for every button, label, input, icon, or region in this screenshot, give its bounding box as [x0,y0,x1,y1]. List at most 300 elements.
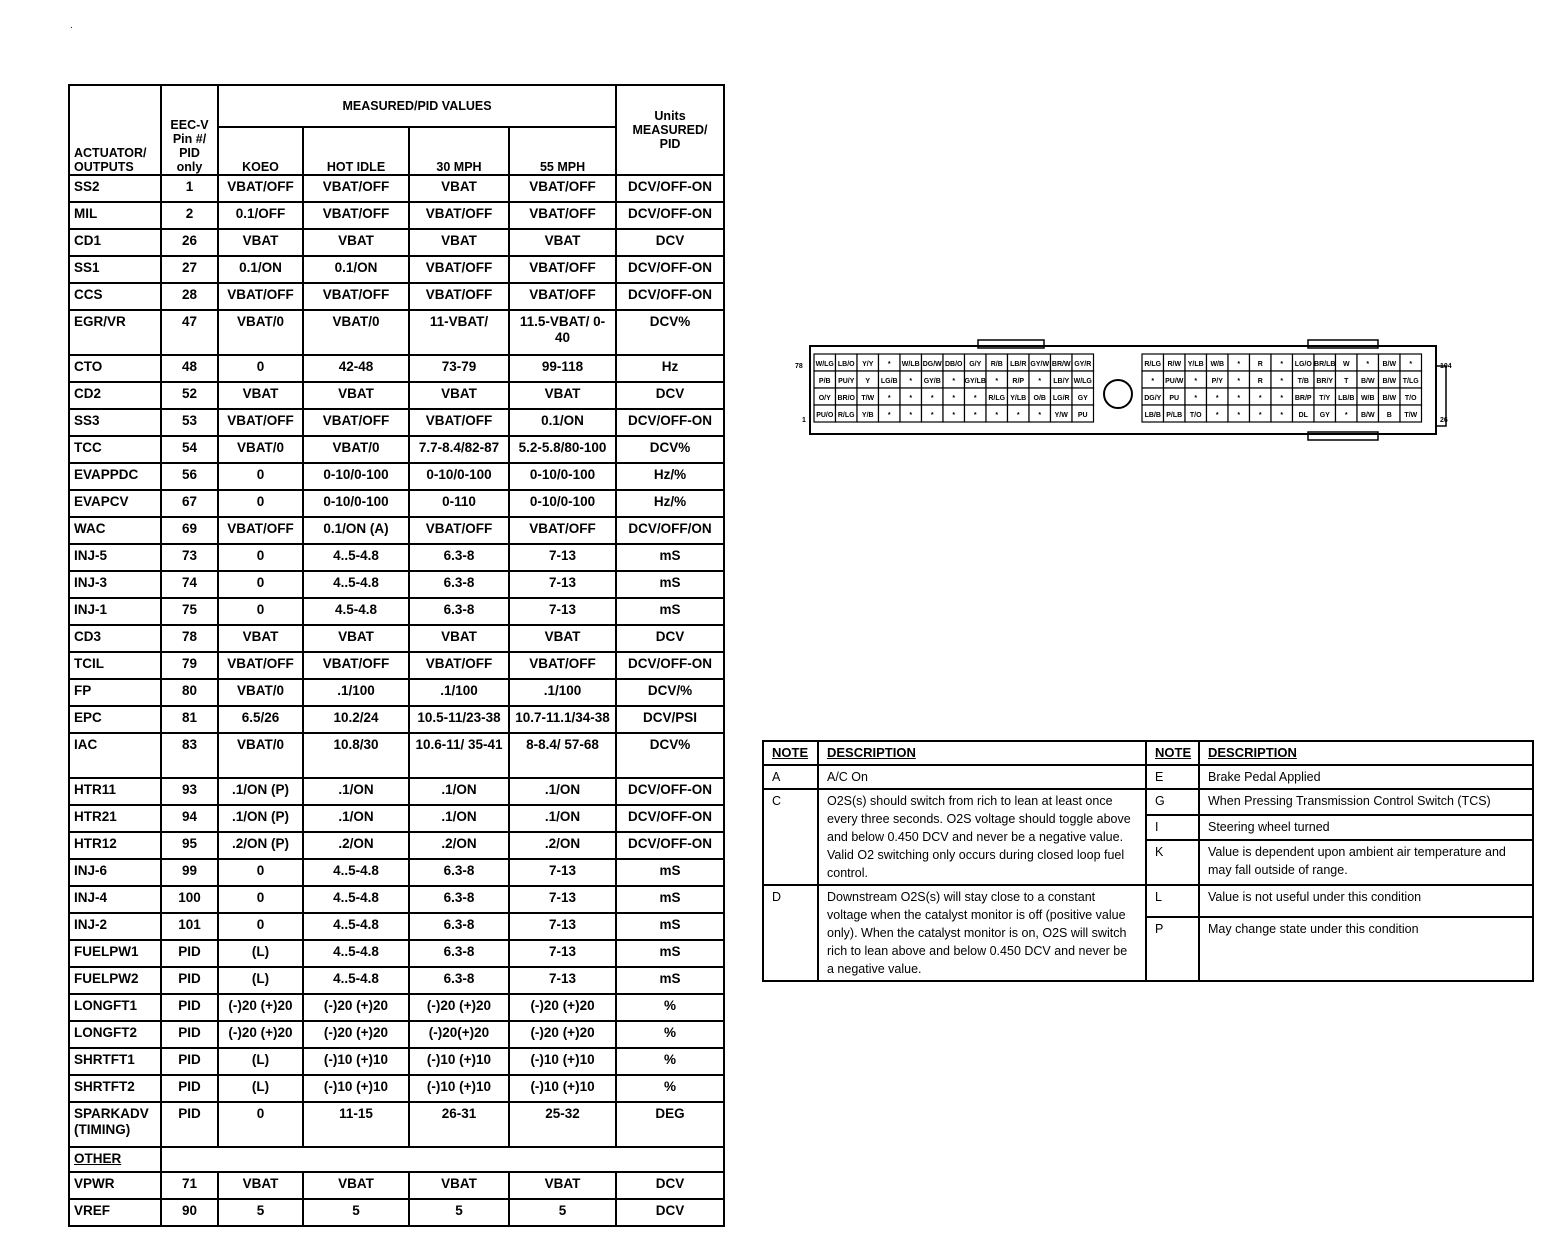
cell-actuator: SS3 [69,409,161,436]
table-row [69,913,724,940]
connector-pin-label: * [1038,378,1042,385]
cell-actuator: HTR12 [69,832,161,859]
cell-hot-idle: 42-48 [303,355,409,382]
cell-pin: 99 [161,859,218,886]
connector-pin-label: * [1280,361,1284,368]
connector-pin-label: * [1258,395,1262,402]
table-row [69,1021,724,1048]
note-code: K [1146,840,1199,885]
note-code: D [763,885,818,981]
connector-pin-label: PU [1077,412,1088,419]
cell-units: DCV/OFF-ON [616,175,724,202]
cell-55mph: (-)10 (+)10 [509,1075,616,1102]
connector-pin-label: * [909,395,913,402]
note-code: G [1146,789,1199,815]
cell-hot-idle: 4..5-4.8 [303,967,409,994]
connector-pin-label: * [1237,412,1241,419]
cell-pin: 101 [161,913,218,940]
cell-actuator: FUELPW1 [69,940,161,967]
cell-pin: 69 [161,517,218,544]
cell-pin: 67 [161,490,218,517]
connector-pin-label: * [1237,395,1241,402]
cell-units: DCV% [616,733,724,778]
connector-pin-label: * [995,412,999,419]
cell-55mph: VBAT/OFF [509,202,616,229]
cell-units: DCV/OFF/ON [616,517,724,544]
cell-55mph: .1/ON [509,778,616,805]
note-description: May change state under this condition [1199,917,1533,981]
cell-koeo: VBAT/OFF [218,175,303,202]
cell-55mph: 10.7-11.1/34-38 [509,706,616,733]
table-row [69,1075,724,1102]
notes-header-desc-right: DESCRIPTION [1199,741,1533,765]
cell-hot-idle: (-)20 (+)20 [303,1021,409,1048]
cell-hot-idle: VBAT [303,229,409,256]
connector-pin-label: * [952,395,956,402]
cell-30mph: 26-31 [409,1102,509,1147]
connector-pin-label: DG/W [922,361,942,368]
table-row [69,571,724,598]
connector-pin-label: R/P [1012,378,1025,385]
connector-pin-label: DL [1298,412,1308,419]
table-row [69,805,724,832]
connector-pin-label: LB/O [837,361,855,368]
cell-55mph: 5 [509,1199,616,1226]
connector-pin-label: LG/B [880,378,898,385]
connector-pin-number: 26 [1440,417,1448,424]
connector-pin-label: R/LG [1144,361,1162,368]
cell-koeo: VBAT/OFF [218,652,303,679]
cell-koeo: VBAT/OFF [218,409,303,436]
table-row [69,598,724,625]
connector-pin-label: Y/B [861,412,874,419]
cell-units: mS [616,571,724,598]
cell-units: DCV/OFF-ON [616,805,724,832]
cell-actuator: LONGFT2 [69,1021,161,1048]
connector-pin-label: BR/Y [1316,378,1334,385]
cell-units: mS [616,886,724,913]
cell-actuator: HTR11 [69,778,161,805]
connector-pin-label: BR/LB [1314,361,1336,368]
connector-pin-label: * [952,412,956,419]
cell-30mph: 6.3-8 [409,859,509,886]
cell-30mph: VBAT/OFF [409,517,509,544]
connector-pin-label: B/W [1382,361,1397,368]
table-row [69,832,724,859]
connector-pin-label: * [973,395,977,402]
header-pin: EEC-V Pin #/ PID only [161,85,218,175]
cell-actuator: HTR21 [69,805,161,832]
cell-hot-idle: VBAT/OFF [303,652,409,679]
cell-30mph: .1/ON [409,778,509,805]
cell-pin: 81 [161,706,218,733]
connector-pin-label: PU/Y [838,378,855,385]
cell-units: % [616,1075,724,1102]
cell-koeo: VBAT/0 [218,679,303,706]
cell-30mph: 73-79 [409,355,509,382]
cell-30mph: VBAT/OFF [409,202,509,229]
connector-pin-label: * [1237,361,1241,368]
table-row [69,355,724,382]
cell-koeo: 0.1/OFF [218,202,303,229]
header-actuator: ACTUATOR/ OUTPUTS [69,85,161,175]
cell-actuator: INJ-4 [69,886,161,913]
cell-pin: PID [161,1102,218,1147]
connector-pin-label: O/B [1033,395,1046,402]
connector-pin-label: B/W [1382,395,1397,402]
cell-pin: 26 [161,229,218,256]
section-other-spacer [161,1147,724,1172]
cell-pin: 2 [161,202,218,229]
connector-pin-label: W/LB [901,361,920,368]
cell-actuator: IAC [69,733,161,778]
connector-pin-label: * [973,412,977,419]
table-row [69,886,724,913]
connector-pin-label: Y/LB [1187,361,1204,368]
cell-30mph: 11-VBAT/ [409,310,509,355]
table-row [69,778,724,805]
cell-pin: 83 [161,733,218,778]
cell-pin: 52 [161,382,218,409]
cell-koeo: 0.1/ON [218,256,303,283]
cell-actuator: MIL [69,202,161,229]
cell-55mph: 99-118 [509,355,616,382]
connector-pin-label: BR/O [837,395,855,402]
cell-actuator: VREF [69,1199,161,1226]
cell-actuator: LONGFT1 [69,994,161,1021]
cell-actuator: CCS [69,283,161,310]
connector-pin-label: * [909,412,913,419]
connector-pin-label: PU/O [816,412,834,419]
cell-55mph: VBAT/OFF [509,652,616,679]
note-description: O2S(s) should switch from rich to lean at least once every three seconds. O2S voltage should toggle above and below 0.450 DCV and never be a negative value. Valid O2 switching only occurs during closed loop fuel control. [818,789,1146,885]
cell-30mph: 5 [409,1199,509,1226]
cell-55mph: (-)20 (+)20 [509,1021,616,1048]
cell-units: DCV/OFF-ON [616,256,724,283]
cell-actuator: EVAPCV [69,490,161,517]
cell-koeo: (-)20 (+)20 [218,1021,303,1048]
cell-pin: 48 [161,355,218,382]
connector-pin-label: GY/W [1030,361,1050,368]
connector-pin-label: P/Y [1211,378,1223,385]
cell-pin: PID [161,1021,218,1048]
connector-pin-label: T/W [1404,412,1418,419]
connector-pin-label: R/B [990,361,1003,368]
connector-pin-label: LG/R [1052,395,1070,402]
connector-pin-label: R/LG [988,395,1006,402]
cell-30mph: 6.3-8 [409,940,509,967]
cell-koeo: 0 [218,355,303,382]
corner-mark: . [70,20,73,31]
connector-pin-label: T/B [1297,378,1309,385]
header-koeo: KOEO [218,127,303,175]
cell-hot-idle: 10.2/24 [303,706,409,733]
cell-actuator: INJ-5 [69,544,161,571]
cell-actuator: EPC [69,706,161,733]
connector-pin-label: PU/W [1165,378,1184,385]
cell-30mph: (-)10 (+)10 [409,1048,509,1075]
cell-pin: 80 [161,679,218,706]
cell-actuator: CD1 [69,229,161,256]
cell-pin: PID [161,967,218,994]
connector-pin-label: LB/B [1144,412,1161,419]
connector-pin-label: * [909,378,913,385]
header-hot-idle: HOT IDLE [303,127,409,175]
cell-pin: 94 [161,805,218,832]
cell-units: % [616,994,724,1021]
cell-30mph: VBAT [409,175,509,202]
table-row [69,202,724,229]
cell-hot-idle: 10.8/30 [303,733,409,778]
cell-pin: 75 [161,598,218,625]
cell-55mph: (-)10 (+)10 [509,1048,616,1075]
cell-30mph: 0-110 [409,490,509,517]
connector-pin-label: T/W [861,395,875,402]
cell-hot-idle: .1/ON [303,805,409,832]
connector-pin-label: R [1257,378,1263,385]
cell-pin: 93 [161,778,218,805]
note-code: C [763,789,818,885]
connector-pin-label: Y/W [1054,412,1068,419]
table-row [69,310,724,355]
header-30mph: 30 MPH [409,127,509,175]
note-code: E [1146,765,1199,789]
cell-units: Hz [616,355,724,382]
cell-actuator: CTO [69,355,161,382]
connector-pin-label: W [1342,361,1350,368]
cell-55mph: 8-8.4/ 57-68 [509,733,616,778]
cell-30mph: VBAT/OFF [409,256,509,283]
cell-koeo: VBAT [218,382,303,409]
connector-pin-label: * [952,378,956,385]
cell-actuator: CD2 [69,382,161,409]
connector-center-post [1104,380,1132,408]
cell-30mph: VBAT/OFF [409,283,509,310]
connector-pin-label: P/B [818,378,831,385]
table-row [69,544,724,571]
cell-units: mS [616,967,724,994]
cell-units: DCV/OFF-ON [616,832,724,859]
cell-55mph: 11.5-VBAT/ 0-40 [509,310,616,355]
note-code: P [1146,917,1199,981]
cell-actuator: VPWR [69,1172,161,1199]
cell-koeo: VBAT [218,625,303,652]
cell-55mph: 7-13 [509,967,616,994]
connector-pin-label: * [1258,412,1262,419]
note-description: Brake Pedal Applied [1199,765,1533,789]
cell-koeo: 0 [218,571,303,598]
cell-actuator: INJ-2 [69,913,161,940]
cell-30mph: VBAT [409,1172,509,1199]
note-description: When Pressing Transmission Control Switch (TCS) [1199,789,1533,815]
connector-pin-label: * [887,361,891,368]
cell-30mph: VBAT [409,382,509,409]
connector-pin-label: * [1151,378,1155,385]
table-row [69,967,724,994]
cell-actuator: SPARKADV (TIMING) [69,1102,161,1147]
connector-pin-label: P/LB [1166,412,1183,419]
connector-pin-label: * [1366,361,1370,368]
notes-header-note-left: NOTE [763,741,818,765]
table-row [69,517,724,544]
cell-hot-idle: VBAT/OFF [303,202,409,229]
cell-koeo: VBAT/OFF [218,283,303,310]
cell-hot-idle: .2/ON [303,832,409,859]
connector-pin-label: Y [865,378,871,385]
cell-pin: 28 [161,283,218,310]
cell-koeo: 0 [218,886,303,913]
cell-hot-idle: 11-15 [303,1102,409,1147]
cell-pin: 100 [161,886,218,913]
cell-pin: 47 [161,310,218,355]
table-row [69,436,724,463]
cell-55mph: VBAT [509,229,616,256]
cell-pin: 53 [161,409,218,436]
note-code: L [1146,885,1199,917]
cell-55mph: 7-13 [509,886,616,913]
cell-55mph: VBAT/OFF [509,175,616,202]
connector-pin-label: GY/LB [964,378,986,385]
cell-units: DCV% [616,436,724,463]
cell-30mph: .2/ON [409,832,509,859]
table-row [69,463,724,490]
cell-units: DCV/OFF-ON [616,652,724,679]
connector-pin-label: GY/R [1074,361,1092,368]
cell-hot-idle: 0.1/ON (A) [303,517,409,544]
cell-30mph: 6.3-8 [409,886,509,913]
header-measured-values: MEASURED/PID VALUES [218,85,616,127]
cell-units: DCV [616,229,724,256]
cell-actuator: WAC [69,517,161,544]
cell-hot-idle: 4..5-4.8 [303,571,409,598]
cell-koeo: .1/ON (P) [218,805,303,832]
cell-koeo: VBAT/OFF [218,517,303,544]
connector-pin-label: * [1194,395,1198,402]
connector-pin-label: LB/Y [1053,378,1070,385]
cell-30mph: (-)20 (+)20 [409,994,509,1021]
cell-55mph: (-)20 (+)20 [509,994,616,1021]
connector-pin-label: T/Y [1319,395,1331,402]
cell-30mph: 6.3-8 [409,544,509,571]
cell-30mph: .1/100 [409,679,509,706]
cell-actuator: FP [69,679,161,706]
note-description: Steering wheel turned [1199,815,1533,841]
cell-30mph: .1/ON [409,805,509,832]
cell-55mph: VBAT [509,382,616,409]
cell-55mph: 25-32 [509,1102,616,1147]
cell-pin: 1 [161,175,218,202]
note-description: A/C On [818,765,1146,789]
connector-pin-label: * [1409,361,1413,368]
cell-pin: 27 [161,256,218,283]
cell-units: DCV [616,1199,724,1226]
cell-55mph: 7-13 [509,544,616,571]
cell-koeo: (L) [218,1075,303,1102]
cell-pin: 56 [161,463,218,490]
cell-koeo: VBAT [218,229,303,256]
cell-hot-idle: .1/ON [303,778,409,805]
connector-pin-label: T [1344,378,1349,385]
cell-koeo: 6.5/26 [218,706,303,733]
connector-pin-label: B/W [1360,412,1375,419]
cell-actuator: SS2 [69,175,161,202]
table-row [69,859,724,886]
cell-actuator: INJ-1 [69,598,161,625]
cell-hot-idle: 4..5-4.8 [303,544,409,571]
cell-koeo: VBAT [218,1172,303,1199]
table-row [69,625,724,652]
note-description: Value is dependent upon ambient air temperature and may fall outside of range. [1199,840,1533,885]
notes-header-note-right: NOTE [1146,741,1199,765]
connector-pin-label: DG/Y [1144,395,1162,402]
cell-actuator: EVAPPDC [69,463,161,490]
cell-hot-idle: 5 [303,1199,409,1226]
cell-koeo: VBAT/0 [218,436,303,463]
table-row [69,652,724,679]
cell-pin: 90 [161,1199,218,1226]
cell-30mph: VBAT [409,229,509,256]
cell-hot-idle: (-)20 (+)20 [303,994,409,1021]
connector-pin-label: * [930,412,934,419]
connector-pin-label: * [1280,378,1284,385]
table-row [69,1048,724,1075]
cell-55mph: 0.1/ON [509,409,616,436]
connector-pin-number: 104 [1440,363,1452,370]
cell-hot-idle: 4..5-4.8 [303,886,409,913]
connector-pin-label: Y/Y [862,361,874,368]
table-row [69,409,724,436]
header-units: Units MEASURED/ PID [616,85,724,175]
cell-30mph: (-)20(+)20 [409,1021,509,1048]
connector-pin-label: * [1016,412,1020,419]
cell-55mph: .1/100 [509,679,616,706]
cell-koeo: 5 [218,1199,303,1226]
connector-pin-label: * [1237,378,1241,385]
cell-hot-idle: 4..5-4.8 [303,859,409,886]
cell-actuator: SHRTFT1 [69,1048,161,1075]
cell-55mph: 7-13 [509,598,616,625]
cell-30mph: 6.3-8 [409,967,509,994]
cell-55mph: 5.2-5.8/80-100 [509,436,616,463]
connector-pin-label: * [930,395,934,402]
table-row [69,1199,724,1226]
notes-table [762,740,1534,982]
connector-pin-label: PU [1169,395,1180,402]
cell-hot-idle: .1/100 [303,679,409,706]
cell-hot-idle: VBAT/0 [303,436,409,463]
note-code: A [763,765,818,789]
cell-hot-idle: VBAT [303,382,409,409]
note-code: I [1146,815,1199,841]
cell-30mph: 0-10/0-100 [409,463,509,490]
cell-units: % [616,1021,724,1048]
connector-pin-label: * [887,395,891,402]
table-row [69,733,724,778]
cell-actuator: INJ-3 [69,571,161,598]
cell-55mph: 7-13 [509,940,616,967]
cell-30mph: 6.3-8 [409,571,509,598]
table-section-row [69,1147,724,1172]
cell-55mph: 7-13 [509,571,616,598]
cell-koeo: (L) [218,1048,303,1075]
connector-pin-label: * [1280,395,1284,402]
cell-units: mS [616,544,724,571]
cell-units: % [616,1048,724,1075]
cell-units: DEG [616,1102,724,1147]
connector-pin-label: GY [1319,412,1330,419]
connector-pin-label: W/B [1360,395,1375,402]
cell-koeo: .2/ON (P) [218,832,303,859]
